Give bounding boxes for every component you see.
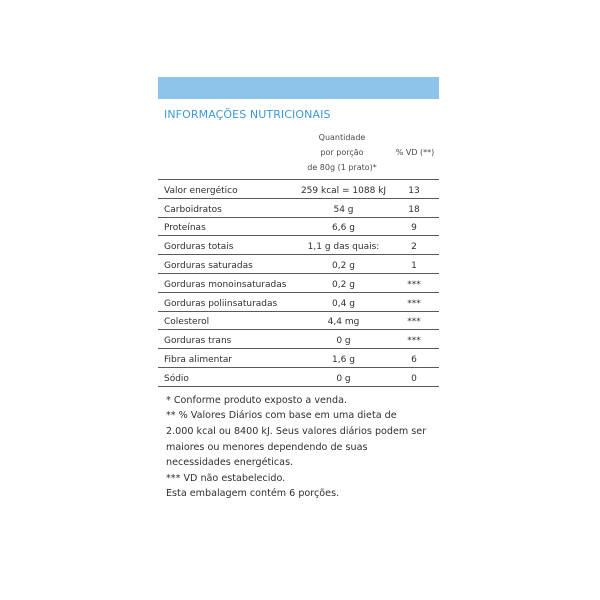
- footnotes: [166, 393, 451, 502]
- nutrient-vd: ***: [407, 298, 421, 309]
- nutrient-name: Gorduras saturadas: [164, 260, 253, 271]
- nutrient-vd: 1: [411, 260, 417, 271]
- nutrient-vd: ***: [407, 317, 421, 328]
- table-row: [158, 312, 439, 331]
- nutrient-vd: 18: [408, 204, 420, 215]
- nutrient-quantity: 0,2 g: [332, 260, 355, 271]
- quantity-header-line3: de 80g (1 prato)*: [307, 163, 377, 172]
- table-row: [158, 293, 439, 312]
- nutrient-quantity: 0 g: [336, 336, 351, 347]
- nutrient-quantity: 6,6 g: [332, 223, 355, 234]
- nutrient-vd: 0: [411, 373, 417, 384]
- footnote-line: 2.000 kcal ou 8400 kJ. Seus valores diários podem ser: [166, 425, 427, 437]
- nutrition-table: [158, 179, 439, 387]
- nutrient-quantity: 0,2 g: [332, 279, 355, 290]
- table-row: [158, 330, 439, 349]
- footnote-line: * Conforme produto exposto a venda.: [166, 394, 348, 406]
- quantity-header-line1: Quantidade: [318, 133, 366, 142]
- nutrient-quantity: 1,1 g das quais:: [307, 242, 380, 253]
- nutrient-name: Colesterol: [164, 317, 210, 328]
- nutrient-quantity: 4,4 mg: [327, 317, 360, 328]
- nutrient-quantity: 1,6 g: [332, 354, 355, 365]
- nutrient-name: Gorduras poliinsaturadas: [164, 298, 278, 309]
- nutrition-facts-panel: [158, 77, 439, 502]
- footnote-line: ** % Valores Diários com base em uma dieta de: [166, 410, 397, 422]
- nutrient-vd: ***: [407, 279, 421, 290]
- nutrient-vd: ***: [407, 336, 421, 347]
- nutrient-quantity: 259 kcal = 1088 kJ: [300, 185, 387, 196]
- table-row: [158, 274, 439, 293]
- footnote-line: Esta embalagem contém 6 porções.: [166, 488, 340, 500]
- nutrient-name: Gorduras totais: [164, 242, 234, 253]
- nutrient-name: Proteínas: [164, 223, 206, 234]
- quantity-header-line2: por porção: [320, 148, 364, 157]
- header-color-bar: [158, 77, 439, 99]
- nutrient-name: Gorduras monoinsaturadas: [164, 279, 287, 290]
- nutrient-name: Gorduras trans: [164, 336, 232, 347]
- nutrient-quantity: 0 g: [336, 373, 351, 384]
- nutrient-vd: 9: [411, 223, 417, 234]
- table-row: [158, 199, 439, 218]
- footnote-line: *** VD não estabelecido.: [166, 472, 286, 484]
- table-row: [158, 179, 439, 199]
- nutrient-vd: 13: [408, 185, 420, 196]
- footnote-line: maiores ou menores dependendo de suas: [166, 441, 368, 453]
- nutrient-name: Carboidratos: [164, 204, 222, 215]
- footnote-line: necessidades energéticas.: [166, 457, 294, 469]
- nutrient-vd: 2: [411, 242, 417, 253]
- nutrient-quantity: 54 g: [333, 204, 354, 215]
- nutrient-quantity: 0,4 g: [332, 298, 355, 309]
- table-row: [158, 349, 439, 368]
- table-header: [158, 130, 439, 175]
- nutrient-name: Valor energético: [164, 185, 238, 196]
- table-row: [158, 255, 439, 274]
- panel-title: INFORMAÇÕES NUTRICIONAIS: [164, 108, 331, 121]
- table-row: [158, 218, 439, 237]
- table-row: [158, 368, 439, 387]
- vd-column-header: % VD (**): [395, 148, 435, 157]
- nutrient-name: Fibra alimentar: [164, 354, 233, 365]
- table-row: [158, 236, 439, 255]
- nutrient-vd: 6: [411, 354, 417, 365]
- nutrient-name: Sódio: [164, 373, 189, 384]
